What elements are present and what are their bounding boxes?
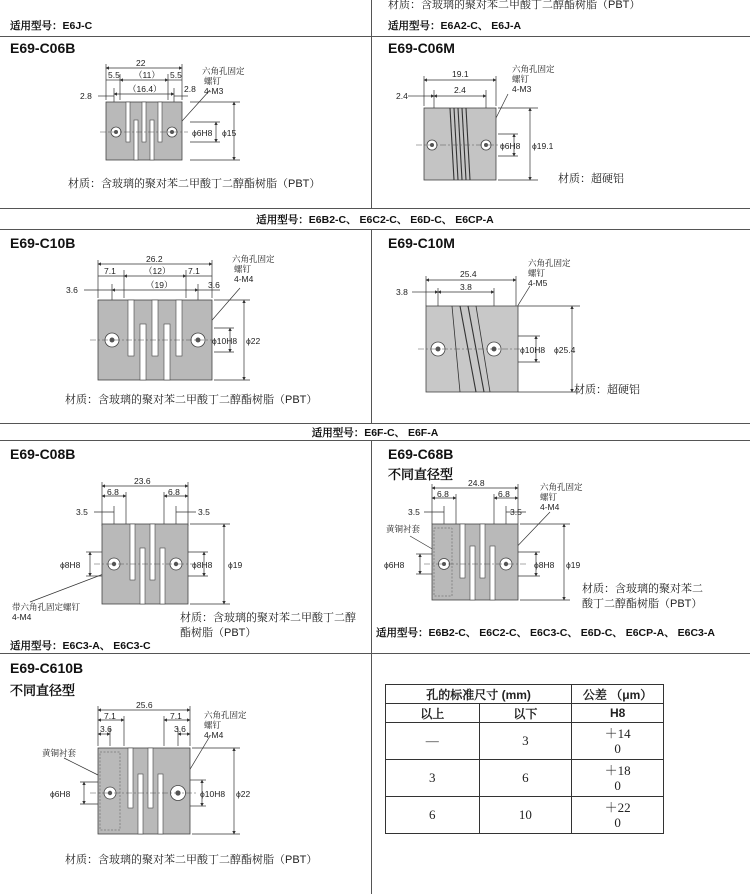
dim-edge: 2.4 — [396, 91, 408, 101]
row-divider — [0, 208, 750, 209]
dim-diameter: ϕ19 — [566, 560, 581, 570]
tol-lower: 0 — [614, 741, 621, 756]
applicable-models: 适用型号：E6A2-C、 E6J-A — [388, 20, 522, 32]
product-title: E69-C10B — [10, 235, 76, 251]
table-header-row — [386, 685, 664, 704]
dim-left: 7.1 — [104, 266, 116, 276]
screw-spec: 4-M4 — [204, 730, 224, 740]
row-divider — [0, 440, 750, 441]
dim-bore: ϕ10H8 — [212, 336, 238, 346]
dim-bore: ϕ10H8 — [520, 345, 546, 355]
header-tolerance: 公差 （μm） — [572, 685, 664, 704]
dim-bore-left: ϕ6H8 — [50, 789, 71, 799]
material-text: 酸丁二醇酯树脂（PBT） — [582, 598, 703, 610]
dim-edge: 3.6 — [66, 285, 78, 295]
coupling-drawing-c06b — [70, 60, 310, 170]
dim-right: 7.1 — [188, 266, 200, 276]
screw-label: 带六角孔固定螺钉 — [12, 602, 81, 612]
dim-bore: ϕ6H8 — [192, 128, 213, 138]
row-divider — [0, 423, 750, 424]
dim-diameter: ϕ19 — [228, 560, 243, 570]
dim-diameter: ϕ22 — [236, 789, 251, 799]
screw-label: 螺钉 — [204, 720, 222, 730]
cell-below: 10 — [479, 797, 572, 834]
product-title: E69-C08B — [10, 446, 76, 462]
column-divider — [371, 0, 372, 208]
product-title: E69-C68B — [388, 446, 454, 462]
dim-edge-right: 2.8 — [184, 84, 196, 94]
product-subtitle: 不同直径型 — [10, 683, 76, 698]
material-text: 材质：含玻璃的聚对苯二甲酸丁二醇酯树脂（PBT） — [68, 178, 321, 190]
coupling-drawing-c06m — [390, 60, 590, 190]
dim-bore-right: ϕ8H8 — [192, 560, 213, 570]
screw-label: 螺钉 — [234, 264, 252, 274]
dim-edge: 3.5 — [408, 507, 420, 517]
screw-label: 六角孔固定 — [540, 482, 583, 492]
cell-tolerance — [572, 723, 664, 760]
table-row — [386, 723, 664, 760]
dim-total: 22 — [136, 60, 146, 68]
column-divider — [371, 440, 372, 894]
screw-label: 六角孔固定 — [204, 710, 247, 720]
dim-left: 5.5 — [108, 70, 120, 80]
dim-edge-right: 3.5 — [198, 507, 210, 517]
bushing-label: 黄铜衬套 — [386, 524, 421, 534]
dim-edge-right: 3.6 — [208, 280, 220, 290]
product-title: E69-C610B — [10, 660, 84, 676]
header-grade: H8 — [572, 704, 664, 723]
screw-label: 六角孔固定 — [202, 66, 245, 76]
product-title: E69-C06M — [388, 40, 455, 56]
dim-inner: （16.4） — [128, 84, 162, 94]
screw-spec: 4-M5 — [528, 278, 548, 288]
dim-total: 23.6 — [134, 476, 151, 486]
screw-label: 螺钉 — [528, 268, 546, 278]
dim-bore-right: ϕ8H8 — [534, 560, 555, 570]
dim-edge: 2.8 — [80, 91, 92, 101]
dim-diameter: ϕ25.4 — [554, 345, 576, 355]
row-divider — [0, 229, 750, 230]
coupling-drawing-c610b — [40, 700, 280, 845]
dim-total: 25.6 — [136, 700, 153, 710]
screw-label: 螺钉 — [540, 492, 558, 502]
dim-diameter: ϕ19.1 — [532, 141, 554, 151]
material-text: 材质：超硬铝 — [574, 384, 640, 396]
dim-edge: 3.8 — [396, 287, 408, 297]
tol-upper: ＋22 — [604, 800, 631, 815]
coupling-drawing-c08b — [10, 476, 250, 626]
tol-upper: ＋14 — [604, 726, 631, 741]
tolerance-table — [385, 684, 664, 834]
dim-inner: 2.4 — [454, 85, 466, 95]
product-subtitle: 不同直径型 — [388, 467, 454, 482]
table-header-row — [386, 704, 664, 723]
row-divider — [0, 653, 750, 654]
dim-right: 5.5 — [170, 70, 182, 80]
tol-upper: ＋18 — [604, 763, 631, 778]
dim-mid: （12） — [144, 266, 171, 276]
dim-edge-right: 3.5 — [510, 507, 522, 517]
applicable-models: 适用型号：E6J-C — [10, 20, 93, 32]
material-text: 材质：含玻璃的聚对苯二甲酸丁二醇 — [180, 612, 356, 624]
material-text: 材质：超硬铝 — [558, 173, 624, 185]
dim-right: 6.8 — [498, 489, 510, 499]
applicable-models: 适用型号：E6C3-A、 E6C3-C — [10, 640, 151, 652]
screw-label: 六角孔固定 — [232, 254, 275, 264]
applicable-models-banner: 适用型号：E6B2-C、 E6C2-C、 E6D-C、 E6CP-A — [256, 214, 494, 226]
dim-inner: （19） — [146, 280, 173, 290]
screw-spec: 4-M4 — [234, 274, 254, 284]
dim-total: 24.8 — [468, 480, 485, 488]
table-row — [386, 797, 664, 834]
material-text: 酯树脂（PBT） — [180, 627, 257, 639]
product-title: E69-C10M — [388, 235, 455, 251]
screw-spec: 4-M4 — [540, 502, 560, 512]
material-text: 材质：含玻璃的聚对苯二甲酸丁二醇酯树脂（PBT） — [65, 854, 318, 866]
header-hole-size: 孔的标准尺寸 (mm) — [386, 685, 572, 704]
material-text: 材质：含玻璃的聚对苯二甲酸丁二醇酯树脂（PBT） — [65, 394, 318, 406]
dim-edge: 3.6 — [100, 724, 112, 734]
screw-spec: 4-M3 — [204, 86, 224, 96]
dim-bore: ϕ6H8 — [500, 141, 521, 151]
dim-right: 7.1 — [170, 711, 182, 721]
header-above: 以上 — [386, 704, 480, 723]
material-text: 材质：含玻璃的聚对苯二甲酸丁二醇酯树脂（PBT） — [388, 0, 641, 11]
dim-edge-right: 3.6 — [174, 724, 186, 734]
tol-lower: 0 — [614, 778, 621, 793]
coupling-drawing-c10m — [390, 256, 590, 396]
screw-label: 六角孔固定 — [512, 64, 555, 74]
dim-bore-left: ϕ6H8 — [384, 560, 405, 570]
table-row — [386, 760, 664, 797]
screw-spec: 4-M3 — [512, 84, 532, 94]
header-below: 以下 — [479, 704, 572, 723]
cell-below: 6 — [479, 760, 572, 797]
dim-right: 6.8 — [168, 487, 180, 497]
dim-left: 6.8 — [437, 489, 449, 499]
row-divider — [0, 36, 750, 37]
cell-below: 3 — [479, 723, 572, 760]
tol-lower: 0 — [614, 815, 621, 830]
bushing-label: 黄铜衬套 — [42, 748, 77, 758]
dim-diameter: ϕ15 — [222, 128, 237, 138]
coupling-drawing-c10b — [60, 252, 320, 387]
product-title: E69-C06B — [10, 40, 76, 56]
dim-total: 25.4 — [460, 269, 477, 279]
dim-bore-left: ϕ8H8 — [60, 560, 81, 570]
column-divider — [371, 229, 372, 423]
screw-label: 螺钉 — [204, 76, 222, 86]
cell-above: 3 — [386, 760, 480, 797]
dim-left: 7.1 — [104, 711, 116, 721]
screw-label: 螺钉 — [512, 74, 530, 84]
dim-diameter: ϕ22 — [246, 336, 261, 346]
dim-inner: 3.8 — [460, 282, 472, 292]
dim-edge: 3.5 — [76, 507, 88, 517]
dim-left: 6.8 — [107, 487, 119, 497]
cell-above: — — [386, 723, 480, 760]
dim-bore-right: ϕ10H8 — [200, 789, 226, 799]
material-text: 材质：含玻璃的聚对苯二 — [582, 583, 703, 595]
cell-tolerance — [572, 760, 664, 797]
dim-total: 26.2 — [146, 254, 163, 264]
screw-spec: 4-M4 — [12, 612, 32, 622]
coupling-drawing-c68b — [380, 480, 590, 610]
applicable-models-banner: 适用型号：E6F-C、 E6F-A — [311, 427, 439, 439]
applicable-models: 适用型号：E6B2-C、 E6C2-C、 E6C3-C、 E6D-C、 E6CP-A、 E6C3-A — [376, 627, 715, 639]
screw-label: 六角孔固定 — [528, 258, 571, 268]
dim-total: 19.1 — [452, 69, 469, 79]
dim-mid: （11） — [134, 70, 160, 80]
cell-above: 6 — [386, 797, 480, 834]
cell-tolerance — [572, 797, 664, 834]
